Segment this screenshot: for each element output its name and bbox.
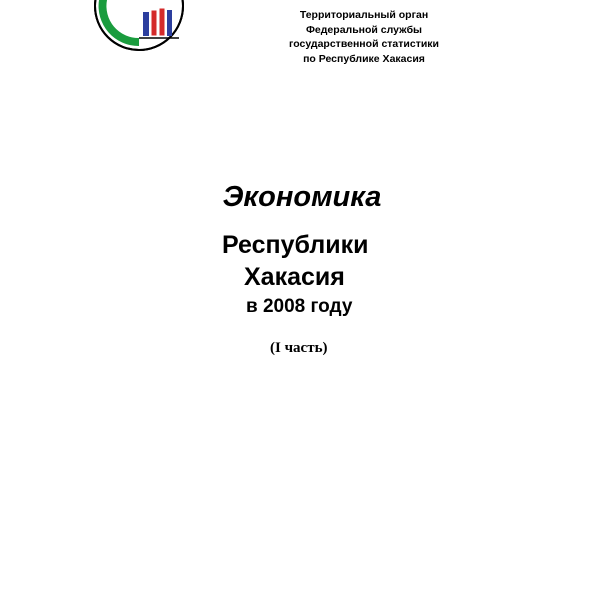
document-title-line-3: Хакасия [244, 263, 345, 291]
organization-name [270, 8, 458, 66]
volume-part-label: (I часть) [270, 340, 328, 356]
rosstat-emblem-icon [93, 0, 185, 52]
organization-line: Федеральной службы [305, 23, 423, 36]
organization-line: государственной статистики [288, 38, 440, 50]
document-title: Экономика [222, 181, 382, 213]
document-title-year: в 2008 году [246, 296, 353, 317]
organization-line: Территориальный орган [299, 9, 429, 21]
document-title-line-2: Республики [222, 231, 369, 259]
organization-line: по Республике Хакасия [303, 52, 425, 65]
